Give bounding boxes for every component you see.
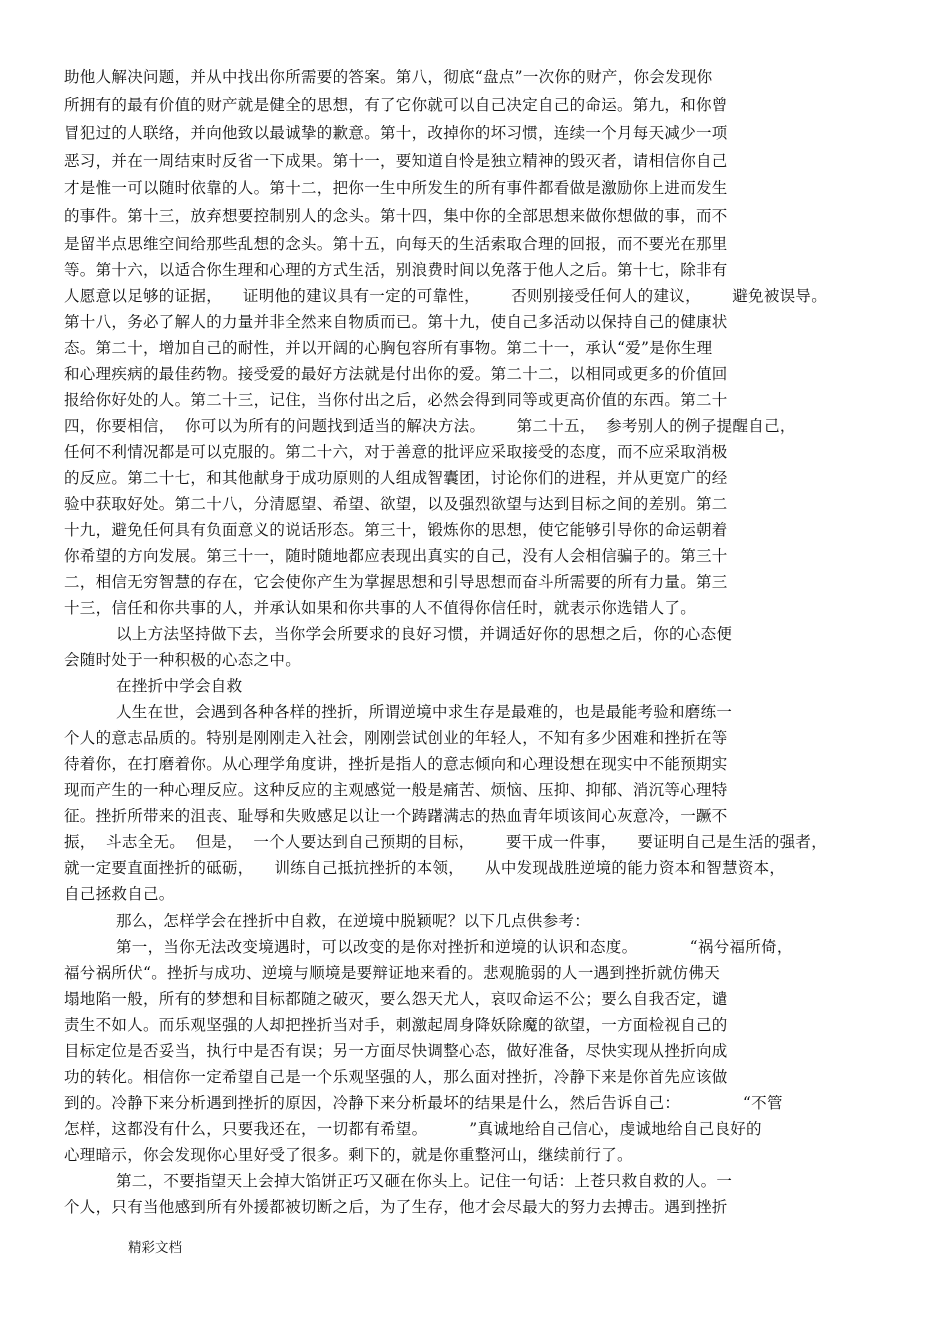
text-line: 十三，信任和你共事的人，并承认如果和你共事的人不值得你信任时，就表示你选错人了。 — [64, 599, 697, 617]
text-line: 所拥有的最有价值的财产就是健全的思想，有了它你就可以自己决定自己的命运。第九，和你曾 — [64, 96, 728, 114]
text-line: 恶习，并在一周结束时反省一下成果。第十一，要知道自怜是独立精神的毁灭者，请相信你自己 — [64, 152, 728, 170]
text-line: 第十八，务必了解人的力量并非全然来自物质而已。第十九，使自己多活动以保持自己的健康状 — [64, 313, 728, 331]
text-line: 福兮祸所伏“。挫折与成功、逆境与顺境是要辩证地来看的。悲观脆弱的人一遇到挫折就仿佛天 — [64, 964, 721, 982]
text-line: 是留半点思维空间给那些乱想的念头。第十五，向每天的生活索取合理的回报，而不要光在那里 — [64, 235, 728, 253]
text-line: 的反应。第二十七，和其他献身于成功原则的人组成智囊团，讨论你们的进程，并从更宽广的经 — [64, 469, 728, 487]
text-line: 会随时处于一种积极的心态之中。 — [64, 651, 302, 669]
text-line: 自己拯救自己。 — [64, 885, 175, 903]
text-line: 十九，避免任何具有负面意义的说话形态。第三十，锻炼你的思想，使它能够引导你的命运朝着 — [64, 521, 728, 539]
text-line: 你希望的方向发展。第三十一，随时随地都应表现出真实的自己，没有人会相信骗子的。第三十 — [64, 547, 728, 565]
text-line: 就一定要直面挫折的砥砺， 训练自己抵抗挫折的本领， 从中发现战胜逆境的能力资本和智慧资本， — [64, 859, 786, 877]
text-line: 那么，怎样学会在挫折中自救，在逆境中脱颖呢？以下几点供参考： — [116, 912, 591, 930]
text-line: 四，你要相信， 你可以为所有的问题找到适当的解决方法。 第二十五， 参考别人的例子提醒自己， — [64, 417, 796, 435]
text-line: 态。第二十，增加自己的耐性，并以开阔的心胸包容所有事物。第二十一，承认“爱”是你生理 — [64, 339, 713, 357]
text-line: 心理暗示，你会发现你心里好受了很多。剩下的，就是你重整河山，继续前行了。 — [64, 1146, 633, 1164]
text-line: 和心理疾病的最佳药物。接受爱的最好方法就是付出你的爱。第二十二，以相同或更多的价值回 — [64, 365, 728, 383]
text-line: 才是惟一可以随时依靠的人。第十二，把你一生中所发生的所有事件都看做是激励你上进而发生 — [64, 179, 728, 197]
text-line: 功的转化。相信你一定希望自己是一个乐观坚强的人，那么面对挫折，冷静下来是你首先应该做 — [64, 1068, 728, 1086]
text-line: 等。第十六，以适合你生理和心理的方式生活，别浪费时间以免落于他人之后。第十七，除非有 — [64, 261, 728, 279]
text-line: 怎样，这都没有什么，只要我还在，一切都有希望。 ”真诚地给自己信心，虔诚地给自己良好的 — [64, 1120, 762, 1138]
text-line: 以上方法坚持做下去，当你学会所要求的良好习惯，并调适好你的思想之后，你的心态便 — [116, 625, 733, 643]
text-line: 振， 斗志全无。 但是， 一个人要达到自己预期的目标， 要干成一件事， 要证明自己是生活的强者， — [64, 833, 828, 851]
text-line: 征。挫折所带来的沮丧、耻辱和失败感足以让一个踌躇满志的热血青年顷该间心灰意冷，一蹶不 — [64, 807, 728, 825]
text-line: 验中获取好处。第二十八，分清愿望、希望、欲望，以及强烈欲望与达到目标之间的差别。第二 — [64, 495, 728, 513]
text-line: 冒犯过的人联络，并向他致以最诚挚的歉意。第十，改掉你的坏习惯，连续一个月每天减少一项 — [64, 124, 728, 142]
text-line: 人生在世，会遇到各种各样的挫折，所谓逆境中求生存是最难的，也是最能考验和磨练一 — [116, 703, 733, 721]
text-line: 的事件。第十三，放弃想要控制别人的念头。第十四，集中你的全部思想来做你想做的事，而不 — [64, 207, 728, 225]
text-line: 任何不利情况都是可以克服的。第二十六，对于善意的批评应采取接受的态度，而不应采取消极 — [64, 443, 728, 461]
text-line: 个人，只有当他感到所有外援都被切断之后，为了生存，他才会尽最大的努力去搏击。遇到挫折 — [64, 1198, 728, 1216]
text-line: 目标定位是否妥当，执行中是否有误；另一方面尽快调整心态，做好准备，尽快实现从挫折向成 — [64, 1042, 728, 1060]
page-footer: 精彩文档 — [128, 1240, 182, 1256]
text-line: 助他人解决问题，并从中找出你所需要的答案。第八，彻底“盘点”一次你的财产，你会发现你 — [64, 68, 713, 86]
text-line: 第一，当你无法改变境遇时，可以改变的是你对挫折和逆境的认识和态度。 “祸兮福所倚， — [116, 938, 793, 956]
text-line: 到的。冷静下来分析遇到挫折的原因，冷静下来分析最坏的结果是什么，然后告诉自己： “不管 — [64, 1094, 783, 1112]
text-line: 待着你，在打磨着你。从心理学角度讲，挫折是指人的意志倾向和心理设想在现实中不能预期实 — [64, 755, 728, 773]
text-line: 现而产生的一种心理反应。这种反应的主观感觉一般是痛苦、烦恼、压抑、抑郁、消沉等心理特 — [64, 781, 728, 799]
text-line: 第二，不要指望天上会掉大馅饼正巧又砸在你头上。记住一句话：上苍只救自救的人。一 — [116, 1172, 733, 1190]
text-line: 报给你好处的人。第二十三，记住，当你付出之后，必然会得到同等或更高价值的东西。第二十 — [64, 391, 728, 409]
text-line: 责生不如人。而乐观坚强的人却把挫折当对手，刺激起周身降妖除魔的欲望，一方面检视自己的 — [64, 1016, 728, 1034]
text-line: 个人的意志品质的。特别是刚刚走入社会，刚刚尝试创业的年轻人，不知有多少困难和挫折在等 — [64, 729, 728, 747]
text-line: 塌地陷一般，所有的梦想和目标都随之破灭，要么怨天尤人，哀叹命运不公；要么自我否定，谴 — [64, 990, 728, 1008]
text-line: 人愿意以足够的证据， 证明他的建议具有一定的可靠性， 否则别接受任何人的建议， 避免被误导。 — [64, 287, 828, 305]
text-line: 二，相信无穷智慧的存在，它会使你产生为掌握思想和引导思想而奋斗所需要的所有力量。第三 — [64, 573, 728, 591]
section-heading: 在挫折中学会自救 — [116, 677, 243, 695]
